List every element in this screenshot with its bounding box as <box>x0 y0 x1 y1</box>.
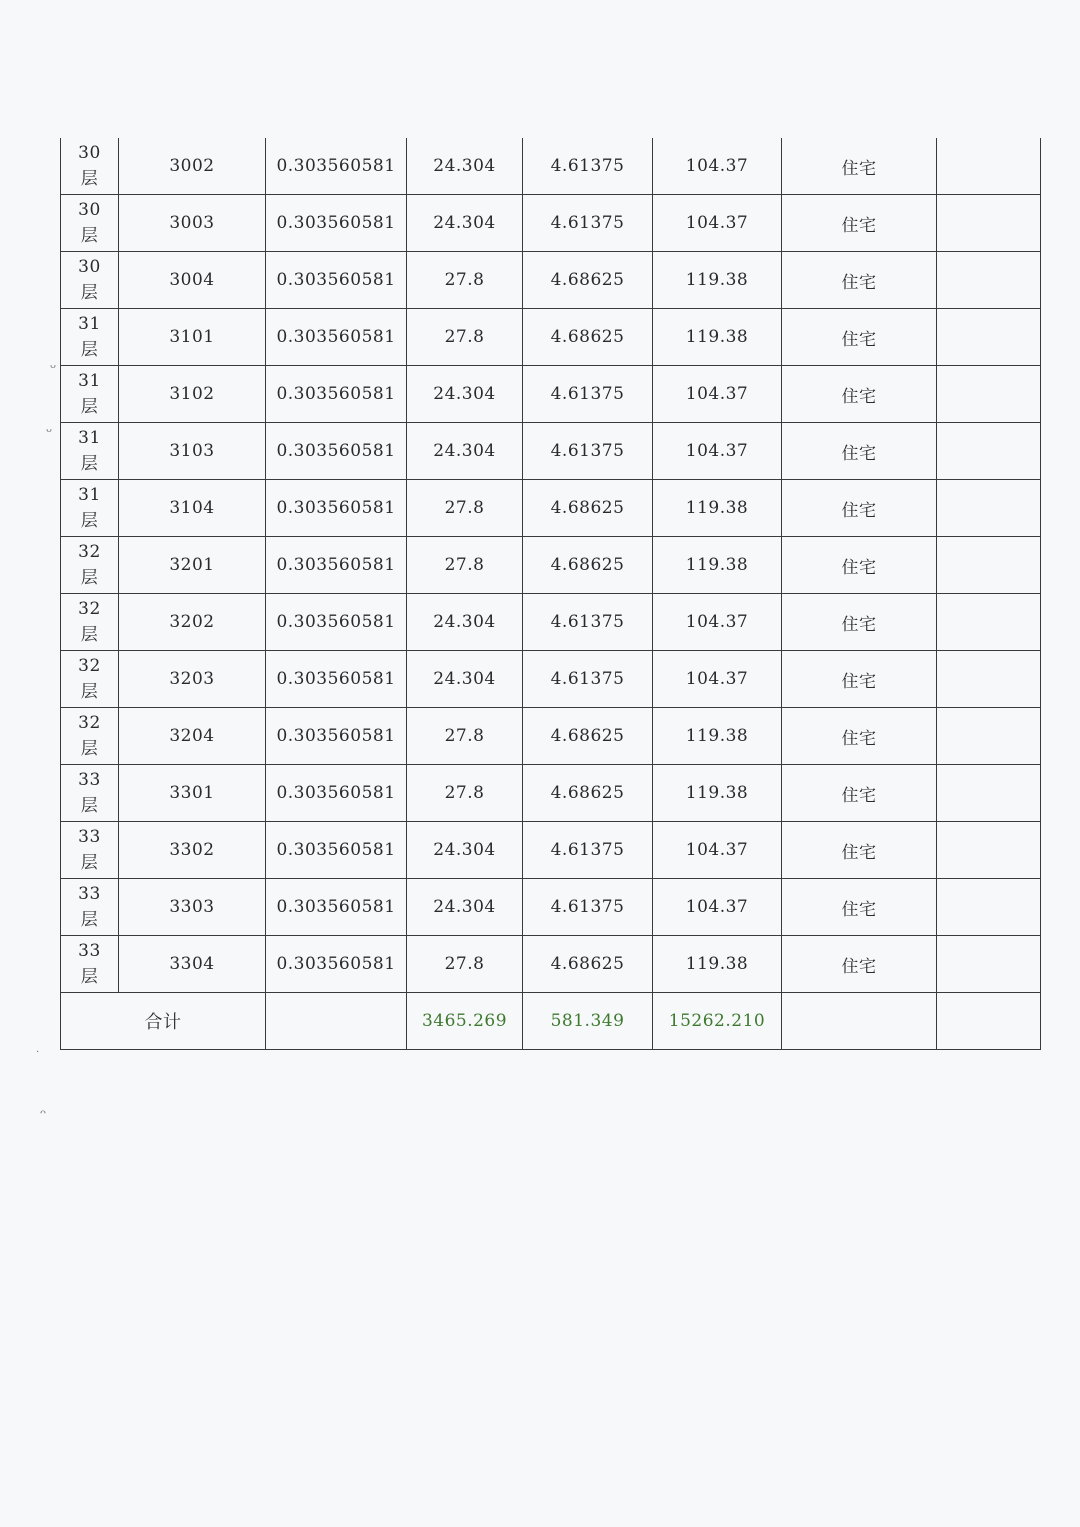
cell-note <box>937 309 1041 366</box>
cell-area-b: 4.61375 <box>523 651 653 708</box>
cell-usage: 住宅 <box>782 480 937 537</box>
cell-area-a: 24.304 <box>407 594 523 651</box>
cell-area-b: 4.61375 <box>523 366 653 423</box>
floor-cell <box>61 708 119 765</box>
cell-area-c: 104.37 <box>653 594 782 651</box>
total-area-a: 3465.269 <box>407 993 523 1050</box>
cell-room: 3301 <box>119 765 266 822</box>
cell-room: 3304 <box>119 936 266 993</box>
cell-area-b: 4.68625 <box>523 765 653 822</box>
cell-room: 3004 <box>119 252 266 309</box>
total-label: 合计 <box>61 993 266 1050</box>
cell-note <box>937 195 1041 252</box>
cell-note <box>937 423 1041 480</box>
cell-usage: 住宅 <box>782 765 937 822</box>
cell-note <box>937 936 1041 993</box>
cell-usage: 住宅 <box>782 879 937 936</box>
floor-number: 31 <box>78 371 101 391</box>
cell-area-b: 4.61375 <box>523 822 653 879</box>
cell-room: 3204 <box>119 708 266 765</box>
floor-cell <box>61 138 119 195</box>
cell-area-c: 119.38 <box>653 309 782 366</box>
cell-area-a: 27.8 <box>407 765 523 822</box>
cell-area-a: 27.8 <box>407 252 523 309</box>
floor-number: 31 <box>78 314 101 334</box>
table-row <box>61 651 1041 708</box>
cell-ratio: 0.303560581 <box>266 138 407 195</box>
total-usage <box>782 993 937 1050</box>
cell-usage: 住宅 <box>782 366 937 423</box>
cell-note <box>937 480 1041 537</box>
cell-ratio: 0.303560581 <box>266 366 407 423</box>
cell-area-a: 27.8 <box>407 936 523 993</box>
cell-area-a: 27.8 <box>407 537 523 594</box>
table-row <box>61 366 1041 423</box>
floor-cell <box>61 879 119 936</box>
floor-number: 32 <box>78 713 101 733</box>
cell-area-c: 119.38 <box>653 708 782 765</box>
table-row <box>61 480 1041 537</box>
floor-unit: 层 <box>80 226 99 246</box>
cell-area-a: 24.304 <box>407 195 523 252</box>
cell-ratio: 0.303560581 <box>266 594 407 651</box>
cell-area-b: 4.68625 <box>523 309 653 366</box>
cell-area-c: 104.37 <box>653 879 782 936</box>
floor-cell <box>61 537 119 594</box>
floor-unit: 层 <box>80 682 99 702</box>
floor-number: 33 <box>78 884 101 904</box>
cell-area-c: 104.37 <box>653 423 782 480</box>
floor-number: 31 <box>78 485 101 505</box>
floor-cell <box>61 651 119 708</box>
cell-note <box>937 651 1041 708</box>
cell-note <box>937 822 1041 879</box>
cell-area-a: 27.8 <box>407 480 523 537</box>
cell-area-c: 119.38 <box>653 765 782 822</box>
cell-area-a: 24.304 <box>407 366 523 423</box>
floor-cell <box>61 765 119 822</box>
table-row <box>61 252 1041 309</box>
cell-room: 3302 <box>119 822 266 879</box>
floor-cell <box>61 594 119 651</box>
cell-area-c: 119.38 <box>653 480 782 537</box>
total-area-c: 15262.210 <box>653 993 782 1050</box>
cell-note <box>937 765 1041 822</box>
cell-area-a: 24.304 <box>407 822 523 879</box>
floor-unit: 层 <box>80 967 99 987</box>
cell-usage: 住宅 <box>782 594 937 651</box>
cell-area-a: 24.304 <box>407 651 523 708</box>
floor-cell <box>61 423 119 480</box>
cell-ratio: 0.303560581 <box>266 309 407 366</box>
floor-unit: 层 <box>80 625 99 645</box>
floor-unit: 层 <box>80 568 99 588</box>
cell-area-a: 24.304 <box>407 879 523 936</box>
floor-cell <box>61 309 119 366</box>
floor-number: 33 <box>78 941 101 961</box>
cell-area-b: 4.61375 <box>523 423 653 480</box>
total-note <box>937 993 1041 1050</box>
floor-unit: 层 <box>80 796 99 816</box>
table-row <box>61 537 1041 594</box>
total-area-b: 581.349 <box>523 993 653 1050</box>
floor-unit: 层 <box>80 910 99 930</box>
cell-usage: 住宅 <box>782 708 937 765</box>
scan-speck: ᴗ <box>50 360 57 371</box>
floor-cell <box>61 252 119 309</box>
cell-room: 3101 <box>119 309 266 366</box>
cell-area-b: 4.68625 <box>523 708 653 765</box>
cell-room: 3002 <box>119 138 266 195</box>
table-row <box>61 879 1041 936</box>
cell-usage: 住宅 <box>782 651 937 708</box>
cell-area-a: 24.304 <box>407 138 523 195</box>
cell-room: 3201 <box>119 537 266 594</box>
scan-speck: ᴗ <box>46 424 53 435</box>
cell-area-c: 104.37 <box>653 138 782 195</box>
cell-area-a: 27.8 <box>407 708 523 765</box>
cell-ratio: 0.303560581 <box>266 195 407 252</box>
cell-usage: 住宅 <box>782 138 937 195</box>
cell-area-b: 4.61375 <box>523 138 653 195</box>
table-row <box>61 423 1041 480</box>
floor-unit: 层 <box>80 169 99 189</box>
cell-ratio: 0.303560581 <box>266 765 407 822</box>
floor-number: 33 <box>78 770 101 790</box>
cell-usage: 住宅 <box>782 537 937 594</box>
table-row <box>61 936 1041 993</box>
cell-area-b: 4.68625 <box>523 537 653 594</box>
cell-ratio: 0.303560581 <box>266 708 407 765</box>
cell-ratio: 0.303560581 <box>266 252 407 309</box>
floor-number: 32 <box>78 599 101 619</box>
floor-number: 30 <box>78 200 101 220</box>
cell-area-b: 4.68625 <box>523 252 653 309</box>
table-row <box>61 708 1041 765</box>
cell-area-b: 4.61375 <box>523 594 653 651</box>
table-row <box>61 765 1041 822</box>
cell-area-c: 119.38 <box>653 252 782 309</box>
cell-ratio: 0.303560581 <box>266 537 407 594</box>
floor-unit: 层 <box>80 397 99 417</box>
cell-area-a: 24.304 <box>407 423 523 480</box>
floor-cell <box>61 936 119 993</box>
floor-unit: 层 <box>80 340 99 360</box>
floor-number: 30 <box>78 143 101 163</box>
cell-ratio: 0.303560581 <box>266 822 407 879</box>
floor-number: 31 <box>78 428 101 448</box>
floor-unit: 层 <box>80 511 99 531</box>
cell-note <box>937 708 1041 765</box>
floor-cell <box>61 195 119 252</box>
floor-number: 32 <box>78 656 101 676</box>
floor-unit: 层 <box>80 739 99 759</box>
cell-note <box>937 537 1041 594</box>
scan-speck: ᴖ <box>40 1108 47 1119</box>
cell-usage: 住宅 <box>782 252 937 309</box>
cell-ratio: 0.303560581 <box>266 936 407 993</box>
cell-room: 3103 <box>119 423 266 480</box>
table-row <box>61 822 1041 879</box>
cell-area-c: 104.37 <box>653 822 782 879</box>
cell-area-c: 119.38 <box>653 936 782 993</box>
cell-usage: 住宅 <box>782 423 937 480</box>
cell-area-c: 104.37 <box>653 651 782 708</box>
table-row <box>61 138 1041 195</box>
cell-usage: 住宅 <box>782 309 937 366</box>
area-table-container <box>60 138 1040 1050</box>
cell-area-b: 4.61375 <box>523 879 653 936</box>
cell-usage: 住宅 <box>782 195 937 252</box>
cell-usage: 住宅 <box>782 822 937 879</box>
cell-room: 3303 <box>119 879 266 936</box>
cell-room: 3203 <box>119 651 266 708</box>
cell-room: 3003 <box>119 195 266 252</box>
cell-area-b: 4.68625 <box>523 936 653 993</box>
scan-speck: · <box>36 1047 40 1058</box>
floor-number: 32 <box>78 542 101 562</box>
total-ratio <box>266 993 407 1050</box>
floor-unit: 层 <box>80 853 99 873</box>
table-row <box>61 594 1041 651</box>
cell-ratio: 0.303560581 <box>266 423 407 480</box>
floor-cell <box>61 822 119 879</box>
cell-room: 3104 <box>119 480 266 537</box>
floor-unit: 层 <box>80 283 99 303</box>
floor-number: 33 <box>78 827 101 847</box>
floor-number: 30 <box>78 257 101 277</box>
cell-area-c: 104.37 <box>653 195 782 252</box>
cell-area-b: 4.61375 <box>523 195 653 252</box>
cell-area-b: 4.68625 <box>523 480 653 537</box>
cell-room: 3202 <box>119 594 266 651</box>
cell-note <box>937 138 1041 195</box>
cell-area-a: 27.8 <box>407 309 523 366</box>
cell-note <box>937 252 1041 309</box>
table-row <box>61 309 1041 366</box>
floor-unit: 层 <box>80 454 99 474</box>
area-table <box>60 138 1041 1050</box>
cell-ratio: 0.303560581 <box>266 651 407 708</box>
table-body <box>61 138 1041 993</box>
cell-area-c: 119.38 <box>653 537 782 594</box>
cell-note <box>937 594 1041 651</box>
total-row <box>61 993 1041 1050</box>
cell-room: 3102 <box>119 366 266 423</box>
cell-note <box>937 879 1041 936</box>
floor-cell <box>61 366 119 423</box>
cell-usage: 住宅 <box>782 936 937 993</box>
cell-ratio: 0.303560581 <box>266 480 407 537</box>
cell-note <box>937 366 1041 423</box>
floor-cell <box>61 480 119 537</box>
cell-ratio: 0.303560581 <box>266 879 407 936</box>
table-row <box>61 195 1041 252</box>
cell-area-c: 104.37 <box>653 366 782 423</box>
